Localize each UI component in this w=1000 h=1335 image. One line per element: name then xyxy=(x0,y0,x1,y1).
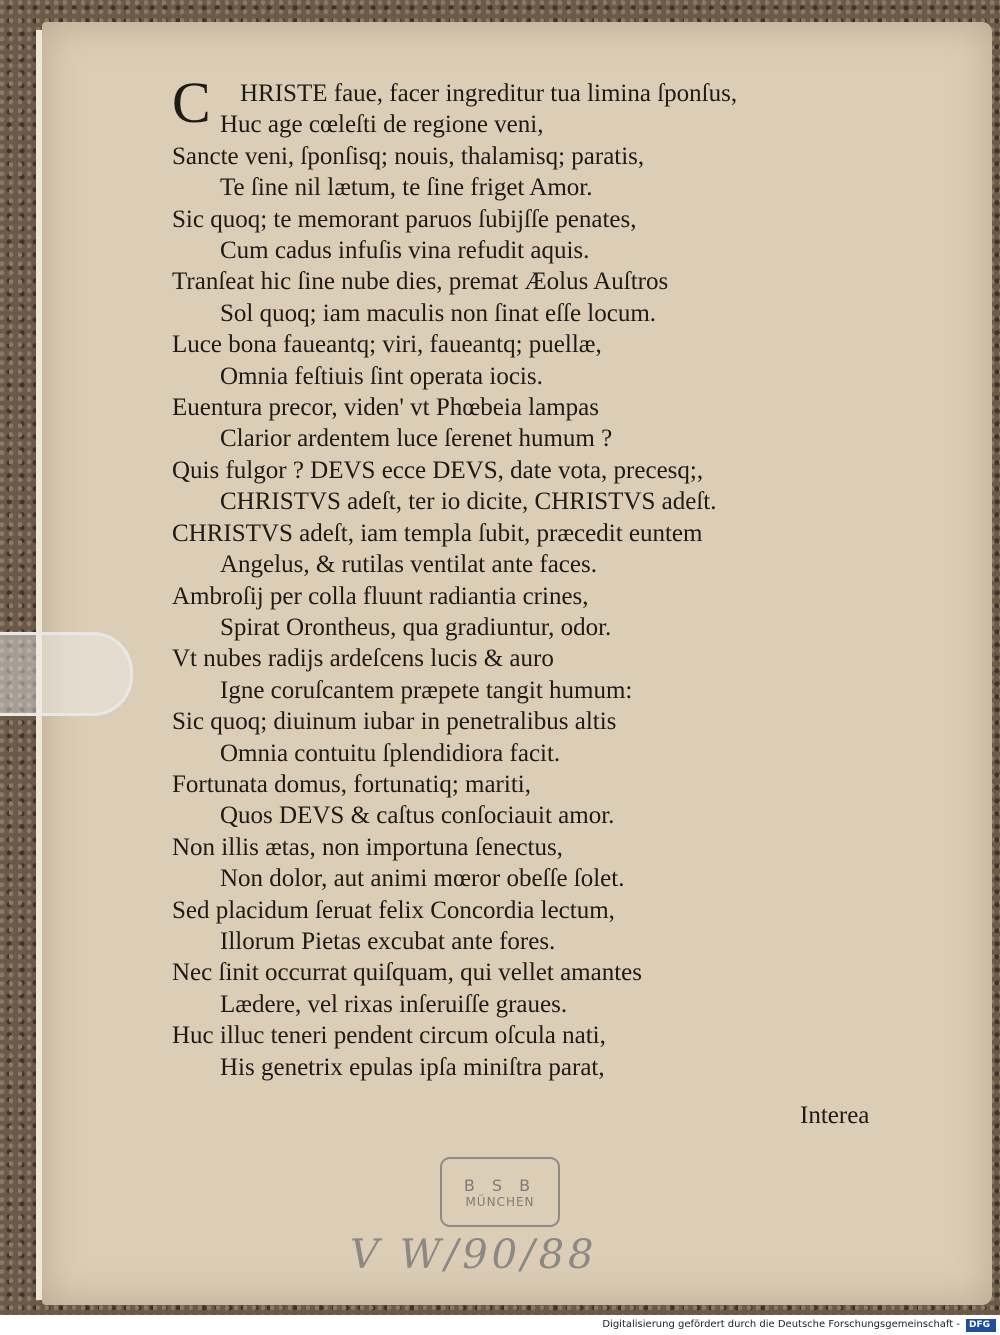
poem-line: Nec ſinit occurrat quiſquam, qui vellet amantes xyxy=(172,959,642,987)
poem-line: Sol quoq; iam maculis non ſinat eſſe locum. xyxy=(220,299,657,327)
poem-line: Sed placidum ſeruat felix Concordia lectum, xyxy=(172,896,615,924)
poem-line: Luce bona faueantq; viri, faueantq; puellæ, xyxy=(172,331,602,359)
stamp-line-1: B S B xyxy=(463,1175,537,1195)
poem-lines xyxy=(172,109,892,1083)
poem-line: Ambroſij per colla fluunt radiantia crines, xyxy=(172,582,589,610)
poem-line: CHRISTVS adeſt, ter io dicite, CHRISTVS adeſt. xyxy=(220,488,717,516)
poem-line: Quos DEVS & caſtus conſociauit amor. xyxy=(220,802,615,830)
poem-line: His genetrix epulas ipſa miniſtra parat, xyxy=(220,1053,605,1081)
poem-line: Non dolor, aut animi mœror obeſſe ſolet. xyxy=(220,865,625,893)
stamp-line-2: MÜNCHEN xyxy=(465,1194,535,1209)
poem-line: Sic quoq; diuinum iubar in penetralibus altis xyxy=(172,708,617,736)
poem-line: Omnia feſtiuis ſint operata iocis. xyxy=(220,362,543,390)
drop-cap: C xyxy=(172,70,211,135)
poem-line: Sancte veni, ſponſisq; nouis, thalamisq; paratis, xyxy=(172,142,645,170)
poem-line: Lædere, vel rixas inſeruiſſe graues. xyxy=(220,990,568,1018)
poem-line: Non illis ætas, non importuna ſenectus, xyxy=(172,833,563,861)
poem-line: Huc age cœleſti de regione veni, xyxy=(220,111,544,139)
poem-line: Clarior ardentem luce ſerenet humum ? xyxy=(220,425,613,453)
poem-line: Illorum Pietas excubat ante fores. xyxy=(220,927,556,955)
page-clip xyxy=(0,632,133,716)
library-stamp xyxy=(440,1157,560,1227)
footer-text: Digitalisierung gefördert durch die Deutsche Forschungsgemeinschaft - xyxy=(602,1319,960,1330)
dfg-logo: DFG xyxy=(966,1319,996,1332)
poem-line: Sic quoq; te memorant paruos ſubijſſe penates, xyxy=(172,205,637,233)
poem-line: Fortunata domus, fortunatiq; mariti, xyxy=(172,770,531,798)
poem-line: Spirat Orontheus, qua gradiuntur, odor. xyxy=(220,613,612,641)
catchword: Interea xyxy=(800,1102,870,1129)
poem-line: Omnia contuitu ſplendidiora facit. xyxy=(220,739,561,767)
poem-line: Euentura precor, viden' vt Phœbeia lampas xyxy=(172,394,599,422)
poem-line: Angelus, & rutilas ventilat ante faces. xyxy=(220,551,597,579)
poem-line: Vt nubes radijs ardeſcens lucis & auro xyxy=(172,645,554,673)
poem-line: Te ſine nil lætum, te ſine friget Amor. xyxy=(220,174,593,202)
poem-line: Igne coruſcantem præpete tangit humum: xyxy=(220,676,633,704)
poem-line: CHRISTVS adeſt, iam templa ſubit, præcedit euntem xyxy=(172,519,703,547)
poem-text xyxy=(172,70,892,1083)
digitization-footer xyxy=(0,1315,1000,1335)
poem-line: Huc illuc teneri pendent circum oſcula nati, xyxy=(172,1022,606,1050)
poem-line: Tranſeat hic ſine nube dies, premat Æolus Auſtros xyxy=(172,268,669,296)
first-line-text: HRISTE faue, facer ingreditur tua limina ſponſus, xyxy=(240,80,738,107)
shelfmark: V W/90/88 xyxy=(350,1232,598,1278)
poem-line: Cum cadus infuſis vina refudit aquis. xyxy=(220,237,590,265)
poem-line: Quis fulgor ? DEVS ecce DEVS, date vota, precesq;, xyxy=(172,456,704,484)
